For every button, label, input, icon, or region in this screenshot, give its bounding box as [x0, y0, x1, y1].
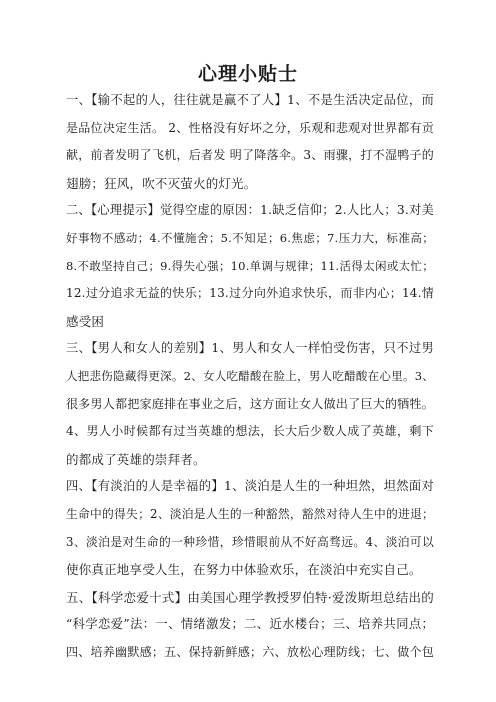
text-line: 8.不敢坚持自己；9.得失心强；10.单调与规律；11.活得太闲或太忙； [66, 258, 434, 273]
document-body [66, 87, 434, 666]
text-line: 五、【科学恋爱十式】由美国心理学教授罗伯特·爱泼斯坦总结出的 [66, 589, 434, 605]
text-line: 3、淡泊是对生命的一种珍惜，珍惜眼前从不好高骛远。4、淡泊可以 [66, 534, 434, 549]
text-line: 翅膀；狂风，吹不灭萤火的灯光。 [66, 175, 257, 191]
text-line: 是品位决定生活。 2、性格没有好坏之分，乐观和悲观对世界都有贡 [66, 120, 434, 135]
text-line: 献，前者发明了飞机，后者发 明了降落伞。3、雨骤，打不湿鸭子的 [66, 148, 434, 163]
text-line: 4、男人小时候都有过当英雄的想法，长大后少数人成了英雄，剩下 [66, 424, 434, 439]
text-line: 的都成了英雄的崇拜者。 [66, 451, 206, 467]
text-line: 12.过分追求无益的快乐；13.过分向外追求快乐，而非内心；14.情 [66, 286, 434, 301]
text-line: 感受困 [66, 313, 105, 329]
text-line: 四、【有淡泊的人是幸福的】1、淡泊是人生的一种坦然，坦然面对 [66, 479, 434, 494]
text-line: 一、【输不起的人，往往就是赢不了人】1、不是生活决定品位，而 [66, 93, 434, 107]
text-line: 好事物不感动；4.不懂施舍；5.不知足；6.焦虑；7.压力大，标准高； [66, 230, 434, 245]
text-line: “科学恋爱”法：一、情绪激发；二、近水楼台；三、培养共同点； [66, 617, 434, 632]
text-line: 生命中的得失；2、淡泊是人生的一种豁然，豁然对待人生中的进退； [66, 506, 434, 521]
document-title: 心理小贴士 [197, 63, 298, 85]
text-line: 二、【心理提示】觉得空虚的原因：1.缺乏信仰；2.人比人；3.对美 [66, 203, 434, 218]
text-line: 三、【男人和女人的差别】1、男人和女人一样怕受伤害，只不过男 [66, 341, 434, 356]
text-line: 四、培养幽默感；五、保持新鲜感；六、放松心理防线；七、做个包 [66, 644, 434, 659]
text-line: 人把悲伤隐藏得更深。2、女人吃醋酸在脸上，男人吃醋酸在心里。3、 [66, 368, 434, 383]
text-line: 使你真正地享受人生，在努力中体验欢乐，在淡泊中充实自己。 [66, 562, 422, 578]
text-line: 很多男人都把家庭排在事业之后，这方面让女人做出了巨大的牺牲。 [66, 396, 434, 411]
